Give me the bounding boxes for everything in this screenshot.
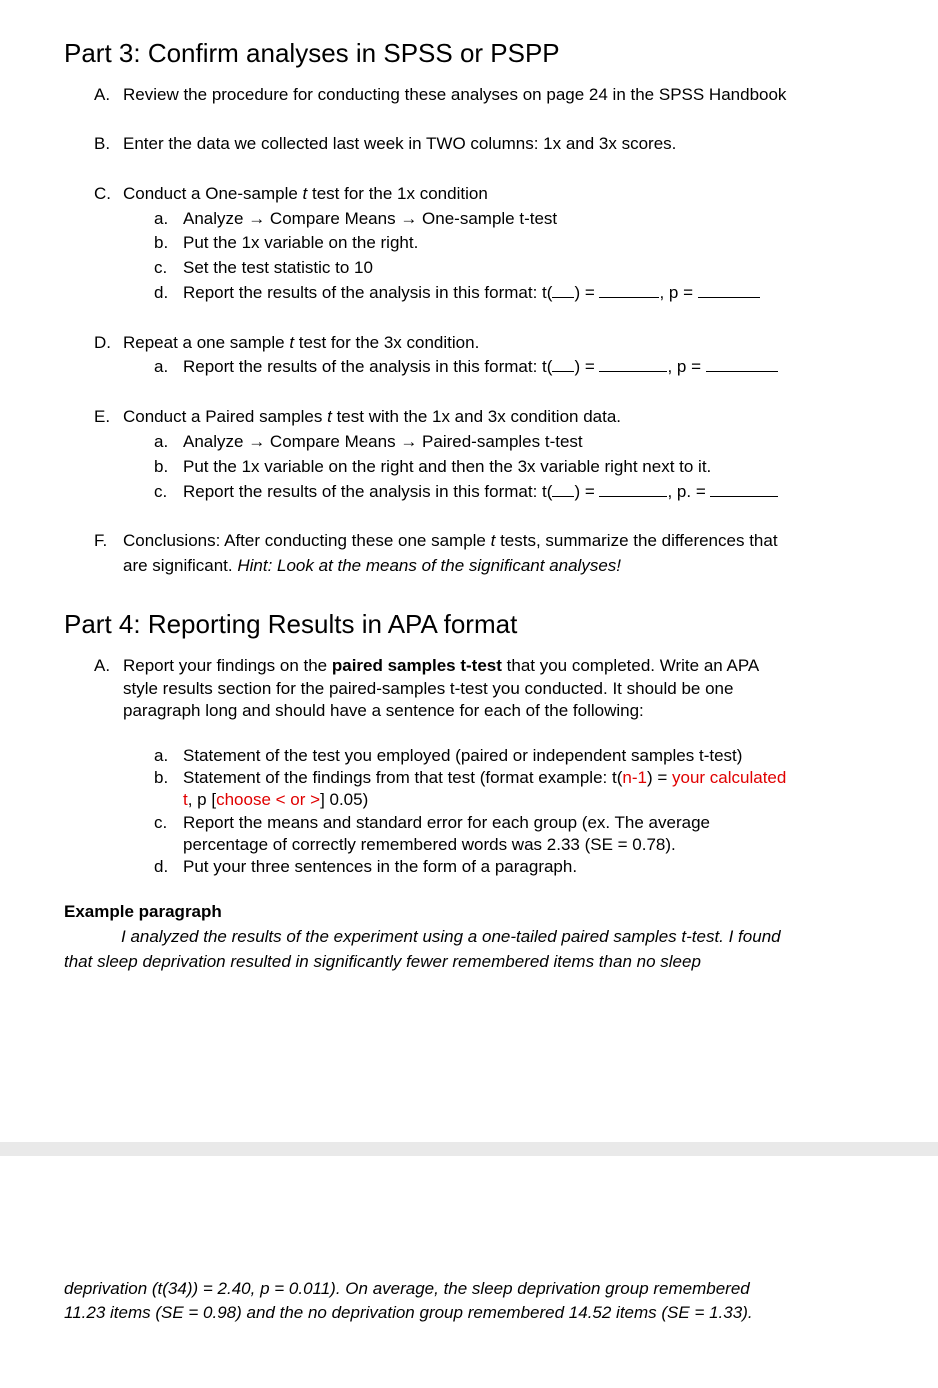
part4-a-line2: style results section for the paired-samples t-test you conducted. It should be one (123, 679, 734, 698)
answer-blank (552, 283, 574, 298)
page-break (0, 1142, 938, 1156)
example-line3: deprivation (t(34)) = 2.40, p = 0.011). On average, the sleep deprivation group remembered (64, 1279, 750, 1298)
part3-f-letter: F. (94, 531, 108, 550)
example-line4: 11.23 items (SE = 0.98) and the no deprivation group remembered 14.52 items (SE = 1.33). (64, 1303, 753, 1322)
part4-item-b-letter: b. (154, 768, 169, 787)
part3-f-line1: Conclusions: After conducting these one sample t tests, summarize the differences that (123, 531, 778, 550)
example-line1: I analyzed the results of the experiment using a one-tailed paired samples t-test. I found (121, 927, 781, 946)
part3-e-b-letter: b. (154, 457, 169, 476)
example-line2: that sleep deprivation resulted in significantly fewer remembered items than no sleep (64, 952, 701, 971)
part3-e-text: Conduct a Paired samples t test with the 1x and 3x condition data. (123, 407, 622, 426)
part3-c-text: Conduct a One-sample t test for the 1x condition (123, 184, 488, 203)
part4-item-c-letter: c. (154, 813, 168, 832)
part4-item-d-text: Put your three sentences in the form of a paragraph. (183, 857, 578, 876)
answer-blank (599, 482, 667, 497)
part4-item-c-line2: percentage of correctly remembered words was 2.33 (SE = 0.78). (183, 835, 676, 854)
part3-e-c-letter: c. (154, 482, 168, 501)
part3-d-text: Repeat a one sample t test for the 3x condition. (123, 333, 480, 352)
part3-e-a-text: Analyze → Compare Means → Paired-samples t-test (183, 432, 583, 451)
part3-d-letter: D. (94, 333, 111, 352)
part3-e-letter: E. (94, 407, 111, 426)
part3-e-a-letter: a. (154, 432, 169, 451)
part3-d-a-text: Report the results of the analysis in this format: t( ) = , p = (183, 356, 778, 378)
part4-item-b-line1: Statement of the findings from that test (format example: t(n-1) = your calculated (183, 768, 787, 787)
part4-a-line1: Report your findings on the paired samples t-test that you completed. Write an APA (123, 656, 760, 675)
part3-f-line2: are significant. Hint: Look at the means of the significant analyses! (123, 556, 622, 575)
part4-a-line3: paragraph long and should have a sentence for each of the following: (123, 701, 644, 720)
answer-blank (698, 283, 760, 298)
part3-b-text: Enter the data we collected last week in TWO columns: 1x and 3x scores. (123, 134, 677, 153)
part3-c-a-text: Analyze → Compare Means → One-sample t-test (183, 209, 558, 228)
part4-a-letter: A. (94, 656, 111, 675)
part3-c-b-letter: b. (154, 233, 169, 252)
part3-c-a-letter: a. (154, 209, 169, 228)
answer-blank (599, 357, 667, 372)
part3-title: Part 3: Confirm analyses in SPSS or PSPP (64, 38, 560, 68)
part3-c-c-letter: c. (154, 258, 168, 277)
part4-title: Part 4: Reporting Results in APA format (64, 609, 518, 639)
part3-c-d-text: Report the results of the analysis in this format: t( ) = , p = (183, 282, 760, 304)
part3-c-d-letter: d. (154, 283, 169, 302)
part4-item-a-letter: a. (154, 746, 169, 765)
part3-a-text: Review the procedure for conducting these analyses on page 24 in the SPSS Handbook (123, 85, 787, 104)
part3-e-b-text: Put the 1x variable on the right and then the 3x variable right next to it. (183, 457, 712, 476)
part3-e-c-text: Report the results of the analysis in this format: t( ) = , p. = (183, 481, 778, 503)
part3-c-letter: C. (94, 184, 111, 203)
answer-blank (710, 482, 778, 497)
answer-blank (706, 357, 778, 372)
part3-c-b-text: Put the 1x variable on the right. (183, 233, 419, 252)
example-heading: Example paragraph (64, 902, 222, 921)
answer-blank (552, 357, 574, 372)
part4-item-b-line2: t, p [choose < or >] 0.05) (183, 790, 369, 809)
part4-item-a-text: Statement of the test you employed (paired or independent samples t-test) (183, 746, 743, 765)
part4-item-d-letter: d. (154, 857, 169, 876)
part3-d-a-letter: a. (154, 357, 169, 376)
document-page-2 (0, 1156, 938, 1388)
answer-blank (599, 283, 659, 298)
part4-item-c-line1: Report the means and standard error for each group (ex. The average (183, 813, 710, 832)
answer-blank (552, 482, 574, 497)
part3-b-letter: B. (94, 134, 111, 153)
part3-c-c-text: Set the test statistic to 10 (183, 258, 373, 277)
hint-text: Hint: Look at the means of the significant analyses! (237, 556, 622, 575)
part3-a-letter: A. (94, 85, 111, 104)
